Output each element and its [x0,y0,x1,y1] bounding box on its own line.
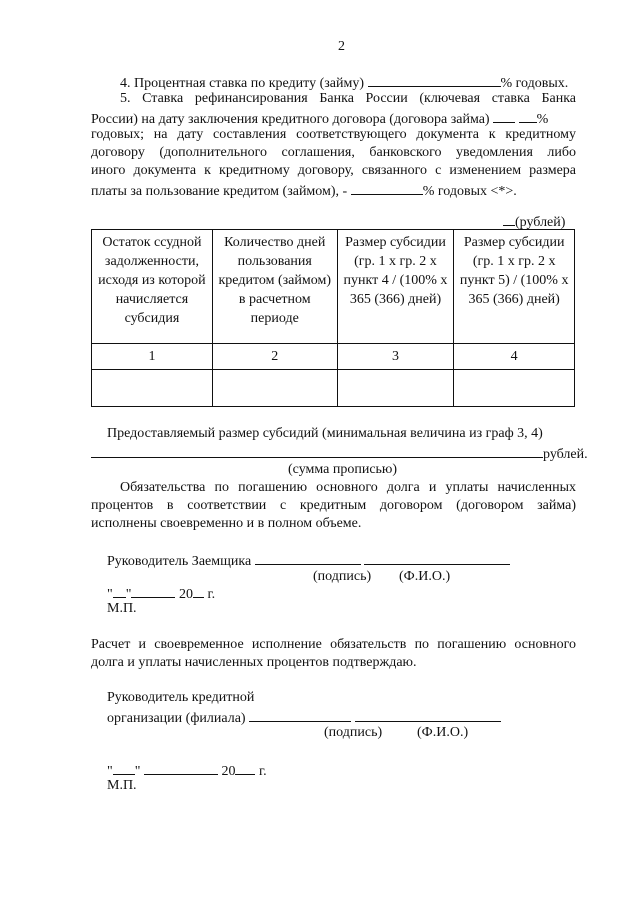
bank-fio-field[interactable] [355,707,501,722]
bank-stamp-placeholder: М.П. [107,778,137,793]
table-cell-1[interactable] [92,370,213,407]
item-5-line-4: договору (дополнительного соглашения, банковского уведомления либо [91,145,576,160]
table-cell-4[interactable] [454,370,575,407]
item-5-percent: % [536,112,549,127]
bank-date-day-field[interactable] [113,760,135,775]
item-5-line-5: иного документа к кредитному договору, связанного с изменением размера [91,163,576,178]
table-row [92,370,575,407]
borrower-stamp-placeholder: М.П. [107,601,137,616]
bank-label-line-1: Руководитель кредитной [107,690,255,705]
borrower-label: Руководитель Заемщика [107,554,252,569]
confirm-line-1: Расчет и своевременное исполнение обязательств по погашению основного [91,637,576,652]
currency-note-underline [503,211,515,226]
table-number-row [92,344,575,370]
bank-date-quote-close: " [134,764,141,779]
borrower-fio-caption: (Ф.И.О.) [399,569,451,584]
refinancing-rate-contract-field-1[interactable] [493,108,515,123]
currency-note-text: (рублей) [515,215,566,230]
item-5-line-1: 5. Ставка рефинансирования Банка России (ключевая ставка Банка [120,91,576,106]
column-number-4: 4 [454,344,575,370]
bank-label-line-2: организации (филиала) [107,711,246,726]
subsidy-amount-field[interactable] [91,443,543,458]
column-number-2: 2 [212,344,337,370]
borrower-signature-caption: (подпись) [313,569,372,584]
bank-date-quote-open: " [107,764,113,779]
borrower-date-quote-open: " [107,587,113,602]
subsidy-table [91,229,575,407]
table-header-row [92,230,575,344]
item-5-line-2-text: России) на дату заключения кредитного договора (договора займа) [91,112,490,127]
sum-in-words-caption: (сумма прописью) [288,462,398,477]
bank-fio-caption: (Ф.И.О.) [417,725,469,740]
refinancing-rate-contract-field-2[interactable] [519,108,537,123]
borrower-signature-field[interactable] [255,550,361,565]
interest-rate-field[interactable] [368,72,501,87]
header-cell-3: Размер субсидии (гр. 1 x гр. 2 x пункт 4 / (100% x 365 (366) дней) [337,230,454,344]
refinancing-rate-document-field[interactable] [351,180,423,195]
borrower-date-year: 20 [178,587,193,602]
item-5-line-6 [91,180,517,201]
bank-signature-caption: (подпись) [324,725,383,740]
bank-date-year-field[interactable] [235,760,255,775]
borrower-date-year-field[interactable] [193,583,204,598]
confirm-line-2: долга и уплаты начисленных процентов подтверждаю. [91,655,417,670]
bank-signature-field[interactable] [249,707,351,722]
item-5-line-3: годовых; на дату составления соответствующего документа к кредитному [91,127,576,142]
subsidy-amount-heading: Предоставляемый размер субсидий (минимальная величина из граф 3, 4) [107,426,543,441]
table-cell-3[interactable] [337,370,454,407]
item-4-label: 4. Процентная ставка по кредиту (займу) [120,76,364,91]
page-number: 2 [338,39,345,54]
bank-date-suffix: г. [258,764,267,779]
obligations-line-2: процентов в соответствии с кредитным договором (договором займа) [91,498,576,513]
obligations-line-1: Обязательства по погашению основного долга и уплаты начисленных [120,480,576,495]
header-cell-1: Остаток ссудной задолженности, исходя из которой начисляется субсидия [92,230,213,344]
table-cell-2[interactable] [212,370,337,407]
column-number-1: 1 [92,344,213,370]
subsidy-amount-currency: рублей. [543,447,588,462]
borrower-date-suffix: г. [207,587,216,602]
header-cell-2: Количество дней пользования кредитом (займом) в расчетном периоде [212,230,337,344]
bank-date-year: 20 [221,764,236,779]
borrower-date-day-field[interactable] [113,583,126,598]
borrower-date-quote-close: " [125,587,132,602]
item-5-line-6-suffix: % годовых <*>. [422,184,517,199]
header-cell-4: Размер субсидии (гр. 1 x гр. 2 x пункт 5) / (100% x 365 (366) дней) [454,230,575,344]
borrower-date-month-field[interactable] [131,583,175,598]
obligations-line-3: исполнены своевременно и в полном объеме. [91,516,362,531]
column-number-3: 3 [337,344,454,370]
item-4-suffix: % годовых. [500,76,569,91]
borrower-fio-field[interactable] [364,550,510,565]
bank-date-month-field[interactable] [144,760,218,775]
item-5-line-6-text: платы за пользование кредитом (займом), - [91,184,348,199]
